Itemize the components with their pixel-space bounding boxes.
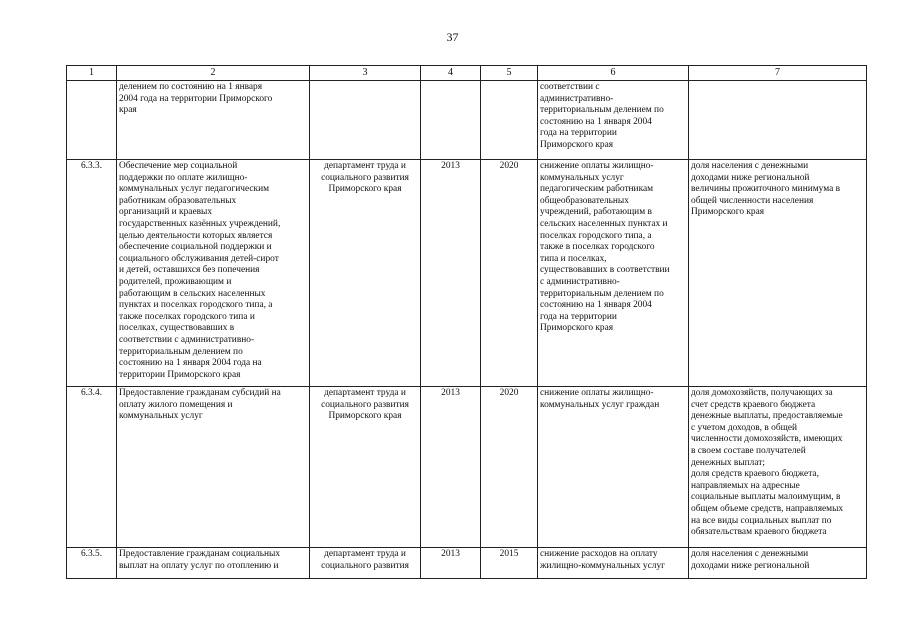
indicator-cell bbox=[689, 81, 867, 160]
end-year-cell: 2020 bbox=[481, 387, 538, 548]
column-header: 4 bbox=[421, 66, 481, 81]
column-header: 1 bbox=[67, 66, 117, 81]
executor-cell bbox=[310, 81, 421, 160]
row-number-cell: 6.3.3. bbox=[67, 160, 117, 387]
executor-cell: департамент труда и социального развития bbox=[310, 548, 421, 579]
start-year-cell: 2013 bbox=[421, 160, 481, 387]
expected-result-cell: снижение оплаты жилищно- коммунальных услуг педагогическим работникам общеобразовательных учреждений, работающим в сельских населенных пунктах и поселках городского типа, а также в поселках городского типа и поселках, существовавших в соответствии с административно- территориальным делением по состоянию на 1 января 2004 года на территории Приморского края bbox=[538, 160, 689, 387]
table-row-continuation bbox=[67, 81, 867, 160]
end-year-cell bbox=[481, 81, 538, 160]
table-row bbox=[67, 160, 867, 387]
measure-name-cell: Предоставление гражданам социальных выплат на оплату услуг по отоплению и bbox=[117, 548, 310, 579]
measure-name-cell: Предоставление гражданам субсидий на оплату жилого помещения и коммунальных услуг bbox=[117, 387, 310, 548]
row-number-cell bbox=[67, 81, 117, 160]
start-year-cell: 2013 bbox=[421, 387, 481, 548]
column-header: 3 bbox=[310, 66, 421, 81]
expected-result-cell: снижение расходов на оплату жилищно-коммунальных услуг bbox=[538, 548, 689, 579]
page-number: 37 bbox=[446, 30, 459, 44]
indicator-cell: доля населения с денежными доходами ниже региональной bbox=[689, 548, 867, 579]
indicator-cell: доля населения с денежными доходами ниже региональной величины прожиточного минимума в общей численности населения Приморского края bbox=[689, 160, 867, 387]
executor-cell: департамент труда и социального развития Приморского края bbox=[310, 387, 421, 548]
indicator-cell: доля домохозяйств, получающих за счет средств краевого бюджета денежные выплаты, предоставляемые с учетом доходов, в общей численности домохозяйств, имеющих в своем составе получателей денежных выплат; доля средств краевого бюджета, направляемых на адресные социальные выплаты малоимущим, в общем объеме средств, направляемых на все виды социальных выплат по обязательствам краевого бюджета bbox=[689, 387, 867, 548]
start-year-cell bbox=[421, 81, 481, 160]
row-number-cell: 6.3.4. bbox=[67, 387, 117, 548]
end-year-cell: 2020 bbox=[481, 160, 538, 387]
end-year-cell: 2015 bbox=[481, 548, 538, 579]
start-year-cell: 2013 bbox=[421, 548, 481, 579]
expected-result-cell: соответствии с административно- территориальным делением по состоянию на 1 января 2004 года на территории Приморского края bbox=[538, 81, 689, 160]
program-measures-table bbox=[66, 65, 867, 579]
measure-name-cell: делением по состоянию на 1 января 2004 года на территории Приморского края bbox=[117, 81, 310, 160]
expected-result-cell: снижение оплаты жилищно- коммунальных услуг граждан bbox=[538, 387, 689, 548]
table-row bbox=[67, 548, 867, 579]
executor-cell: департамент труда и социального развития Приморского края bbox=[310, 160, 421, 387]
column-header: 6 bbox=[538, 66, 689, 81]
table-header-row bbox=[67, 66, 867, 81]
row-number-cell: 6.3.5. bbox=[67, 548, 117, 579]
measure-name-cell: Обеспечение мер социальной поддержки по оплате жилищно- коммунальных услуг педагогическим работникам образовательных организаций и краевых государственных казённых учреждений, целью деятельности которых является обеспечение социальной поддержки и социального обслуживания детей-сирот и детей, оставшихся без попечения родителей, проживающим и работающим в сельских населенных пунктах и поселках городского типа, а также поселках городского типа и поселках, существовавших в соответствии с административно- территориальным делением по состоянию на 1 января 2004 года на территории Приморского края bbox=[117, 160, 310, 387]
column-header: 2 bbox=[117, 66, 310, 81]
table-row bbox=[67, 387, 867, 548]
column-header: 7 bbox=[689, 66, 867, 81]
column-header: 5 bbox=[481, 66, 538, 81]
